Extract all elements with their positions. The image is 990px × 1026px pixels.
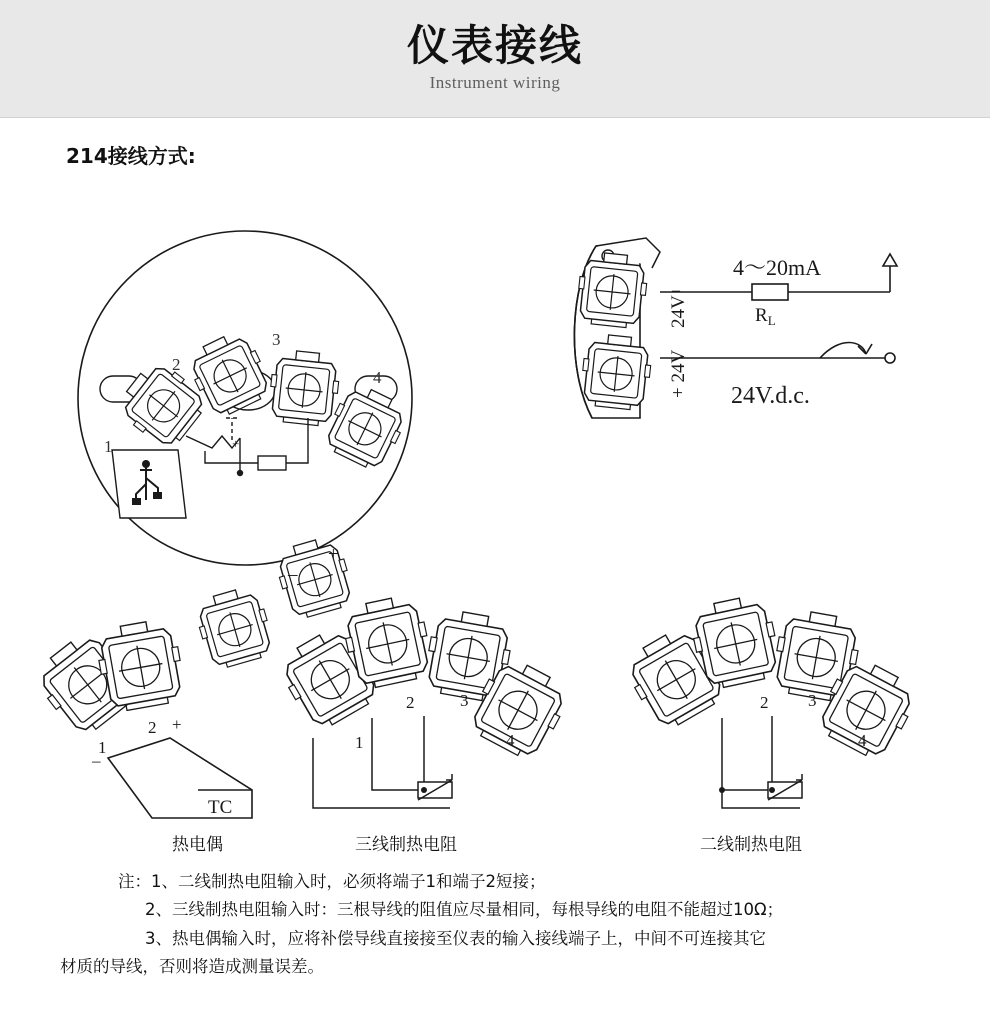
label-terminal-4: 4 [373, 368, 382, 387]
note-line-1: 注：1、二线制热电阻输入时，必须将端子1和端子2短接； [118, 872, 546, 891]
caption-rtd-2wire: 二线制热电阻 [700, 835, 802, 855]
rtd3-label-3: 3 [460, 691, 469, 710]
example-captions [0, 830, 990, 860]
label-minus: – [288, 564, 298, 585]
caption-thermocouple: 热电偶 [172, 835, 223, 855]
label-minus-sign: – [672, 282, 680, 299]
example-rtd-3wire [274, 593, 574, 808]
label-terminal-3: 3 [272, 330, 281, 349]
tc-label: TC [208, 797, 233, 818]
label-terminal-1: 1 [104, 437, 113, 456]
page-subtitle: Instrument wiring [429, 72, 561, 92]
rtd2-label-4: 4 [858, 731, 867, 750]
notes-block [0, 868, 990, 982]
label-current-range: 4～20mA [733, 255, 822, 280]
label-supply: 24V.d.c. [731, 383, 810, 409]
rtd2-label-2: 2 [760, 693, 769, 712]
terminal-output-minus [192, 584, 276, 672]
usb-icon [112, 450, 186, 518]
rtd2-label-3: 3 [808, 691, 817, 710]
page-title: 仪表接线 [406, 21, 583, 71]
label-rl: $R_L$ [755, 305, 776, 328]
rtd3-label-1: 1 [355, 733, 364, 752]
label-terminal-2: 2 [172, 355, 181, 374]
example-rtd-2wire [620, 593, 922, 808]
section-label: 214接线方式: [66, 144, 196, 168]
note-line-2: 2、三线制热电阻输入时：三根导线的阻值应尽量相同，每根导线的电阻不能超过10Ω； [145, 900, 784, 920]
caption-rtd-3wire: 三线制热电阻 [355, 835, 457, 855]
tc-label-2: 2 [148, 718, 157, 737]
label-24v-minus: 24V [668, 295, 689, 328]
note-line-3: 3、热电偶输入时，应将补偿导线直接接至仪表的输入接线端子上，中间不可连接其它 [145, 928, 766, 948]
label-plus: + [328, 544, 339, 565]
tc-label-1: 1 [98, 738, 107, 757]
tc-label-plus: + [172, 715, 182, 734]
tc-label-minus: – [92, 751, 101, 770]
wiring-diagram-svg [0, 118, 990, 878]
label-board-plus: + [232, 436, 240, 451]
rtd3-label-2: 2 [406, 693, 415, 712]
page-header [0, 0, 990, 118]
loop-power-diagram [574, 238, 897, 418]
rtd3-label-4: 4 [506, 731, 515, 750]
label-24v-plus: + 24V [668, 349, 689, 398]
wiring-diagram-canvas [0, 118, 990, 878]
main-transmitter-board [78, 231, 412, 672]
note-line-4: 材质的导线，否则将造成测量误差。 [60, 957, 324, 977]
